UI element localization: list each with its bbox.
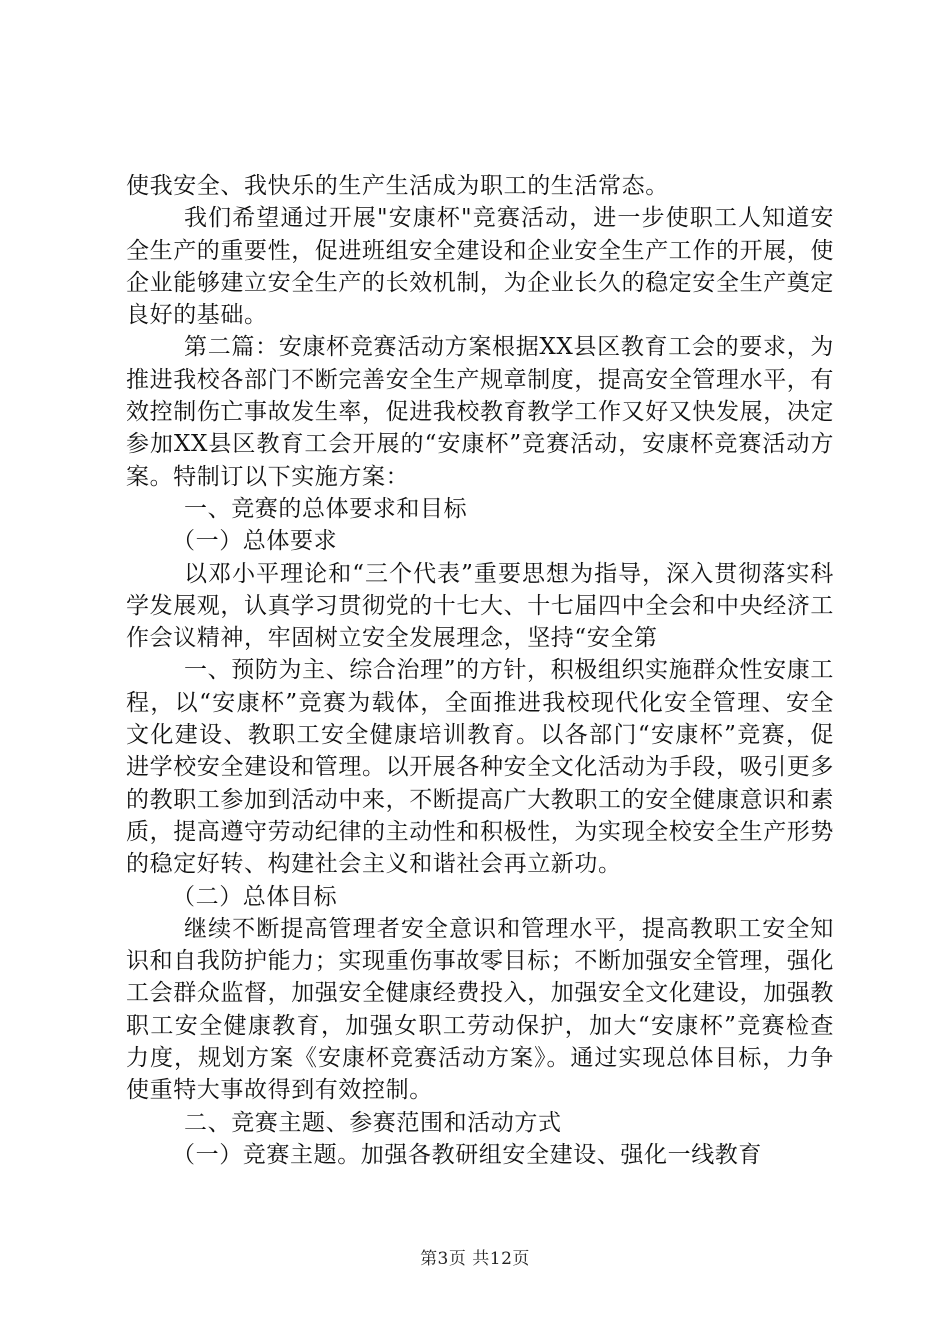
- paragraph-hope: 我们希望通过开展"安康杯"竞赛活动，进一步使职工人知道安全生产的重要性，促进班组安全建设和企业安全生产工作的开展，使企业能够建立安全生产的长效机制，为企业长久的稳定安全生产奠定良好的基础。: [126, 205, 834, 329]
- paragraph-part-two-intro: 第二篇：安康杯竞赛活动方案根据XX县区教育工会的要求，为推进我校各部门不断完善安全生产规章制度，提高安全管理水平，有效控制伤亡事故发生率，促进我校教育教学工作又好又快发展，决定参加XX县区教育工会开展的“安康杯”竞赛活动，安康杯竞赛活动方案。特制订以下实施方案：: [126, 334, 834, 490]
- page-footer: 第3页 共12页: [420, 1249, 530, 1269]
- paragraph-guiding-principles: 以邓小平理论和“三个代表”重要思想为指导，深入贯彻落实科学发展观，认真学习贯彻党的十七大、十七届四中全会和中央经济工作会议精神，牢固树立安全发展理念，坚持“安全第: [126, 560, 834, 652]
- paragraph-continuation: 使我安全、我快乐的生产生活成为职工的生活常态。: [126, 173, 669, 199]
- subsection-competition-theme: （一）竞赛主题。加强各教研组安全建设、强化一线教育: [172, 1141, 762, 1168]
- paragraph-goals-detail: 继续不断提高管理者安全意识和管理水平，提高教职工安全知识和自我防护能力；实现重伤事故零目标；不断加强安全管理，强化工会群众监督，加强安全健康经费投入，加强安全文化建设，加强教职工安全健康教育，加强女职工劳动保护，加大“安康杯”竞赛检查力度，规划方案《安康杯竞赛活动方案》。通过实现总体目标，力争使重特大事故得到有效控制。: [126, 915, 834, 1104]
- section-heading-requirements-goals: 一、竞赛的总体要求和目标: [184, 495, 468, 522]
- subsection-heading-overall-goals: （二）总体目标: [172, 883, 338, 910]
- subsection-heading-overall-requirements: （一）总体要求: [172, 528, 338, 555]
- document-body: [126, 170, 834, 1171]
- section-heading-theme-scope: 二、竞赛主题、参赛范围和活动方式: [184, 1109, 562, 1136]
- paragraph-prevention-policy: 一、预防为主、综合治理”的方针，积极组织实施群众性安康工程，以“安康杯”竞赛为载体，全面推进我校现代化安全管理、安全文化建设、教职工安全健康培训教育。以各部门“安康杯”竞赛，促进学校安全建设和管理。以开展各种安全文化活动为手段，吸引更多的教职工参加到活动中来，不断提高广大教职工的安全健康意识和素质，提高遵守劳动纪律的主动性和积极性，为实现全校安全生产形势的稳定好转、构建社会主义和谐社会再立新功。: [126, 657, 834, 878]
